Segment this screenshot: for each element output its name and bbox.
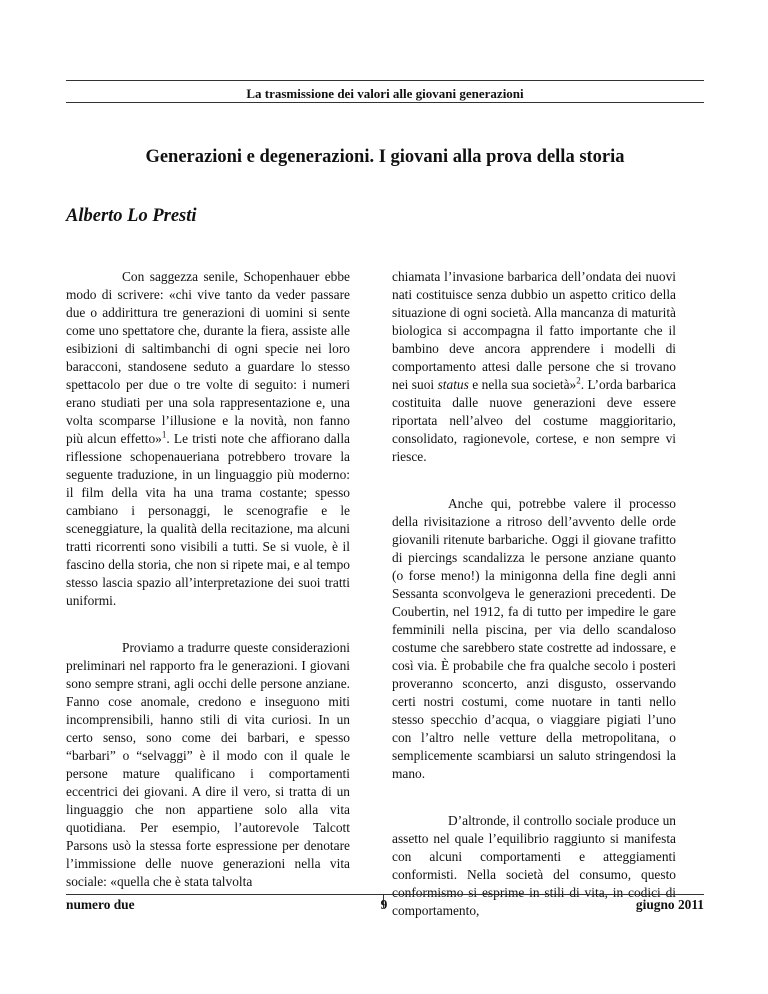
paragraph: D’altronde, il controllo sociale produce un assetto nel quale l’equilibrio raggiunto si manifesta con alcuni comportamenti e atteggiamenti conformisti. Nella società del consumo, questo conformismo si esprime in stili di vita, in codici di comportamento,	[392, 813, 676, 918]
left-column	[66, 268, 350, 891]
paragraph	[66, 268, 350, 610]
footer-issue: numero due	[66, 897, 135, 912]
paragraph-text: e nella sua società»	[468, 377, 577, 392]
header-top-rule	[66, 80, 704, 81]
paragraph	[392, 268, 676, 466]
footnote-ref[interactable]: 1	[161, 429, 167, 440]
article-title: Generazioni e degenerazioni. I giovani alla prova della storia	[145, 147, 625, 167]
footer-rule	[66, 894, 704, 895]
running-header: La trasmissione dei valori alle giovani generazioni	[246, 86, 524, 101]
page-number: 9	[380, 897, 388, 912]
paragraph-text: . Le tristi note che affiorano dalla riflessione schopenaueriana potrebbero trovare la seguente traduzione, in un linguaggio più moderno: il film della vita ha una trama costante; spesso cambiano i personaggi, le scenografie e le sceneggiature, la qualità della recitazione, ma alcuni tratti ricorrenti sono visibili a tutti. Se si vuole, è il fascino della storia, che non si ripete mai, e al tempo stesso lascia spazio all’interpretazione dei suoi tratti uniformi.	[66, 431, 350, 608]
right-column	[392, 268, 676, 920]
paragraph-text: . L’orda barbarica costituita dalle nuove generazioni deve essere riportata nell’alveo del costume maggioritario, consolidato, ragionevole, cortese, e non sempre vi riesce.	[392, 377, 676, 464]
paragraph-text: chiamata l’invasione barbarica dell’ondata dei nuovi nati costituisce senza dubbio un aspetto critico della situazione di ogni società. Alla mancanza di maturità biologica si accompagna il fatto importante che il bambino deve ancora apprendere i modelli di comportamento attesi dalle persone che si trovano nei suoi	[392, 269, 676, 392]
footnote-ref[interactable]: 2	[576, 375, 581, 386]
article-author: Alberto Lo Presti	[66, 206, 197, 226]
paragraph: Anche qui, potrebbe valere il processo della rivisitazione a ritroso dell’avvento delle orde giovanili ritenute barbariche. Oggi il giovane trafitto di piercings scandalizza le persone anziane quanto (o forse meno!) la minigonna della fine degli anni Sessanta sconvolgeva le generazioni precedenti. De Coubertin, nel 1912, fa di tutto per impedire le gare femminili nella piscina, per via dello scandaloso costume che sarebbero state costrette ad indossare, e così via. È probabile che fra qualche secolo i posteri proveranno sconcerto, anzi disgusto, osservando certi nostri costumi, come nuotare in tanti nello stesso specchio d’acqua, o viaggiare pigiati l’uno con l’altro nelle vetture della metropolitana, o semplicemente scambiarsi un saluto stringendosi la mano.	[392, 496, 676, 781]
footer-date: giugno 2011	[635, 897, 704, 912]
italic-term: status	[437, 377, 469, 392]
header-bottom-rule	[66, 102, 704, 103]
paragraph-text: Con saggezza senile, Schopenhauer ebbe modo di scrivere: «chi vive tanto da veder passare due o addirittura tre generazioni di uomini si sente come uno spettatore che, durante la fiera, assiste alle esibizioni di saltimbanchi di ogni specie nei loro baracconi, standosene seduto a guardare lo stesso spettacolo per due o tre volte di seguito: i numeri erano studiati per una sola rappresentazione e, una volta scomparse l’illusione e la novità, non fanno più alcun effetto»	[66, 269, 350, 446]
paragraph: Proviamo a tradurre queste considerazioni preliminari nel rapporto fra le generazioni. I giovani sono sempre strani, agli occhi delle persone anziane. Fanno cose anomale, credono e inseguono miti incomprensibili, hanno stili di vita curiosi. In un certo senso, sono come dei barbari, e spesso “barbari” o “selvaggi” è il modo con il quale le persone mature qualificano i comportamenti eccentrici dei giovani. A dire il vero, si tratta di un linguaggio che non appartiene solo alla vita quotidiana. Per esempio, l’autorevole Talcott Parsons usò la stessa forte espressione per denotare l’immissione delle nuove generazioni nella vita sociale: «quella che è stata talvolta	[66, 640, 350, 889]
